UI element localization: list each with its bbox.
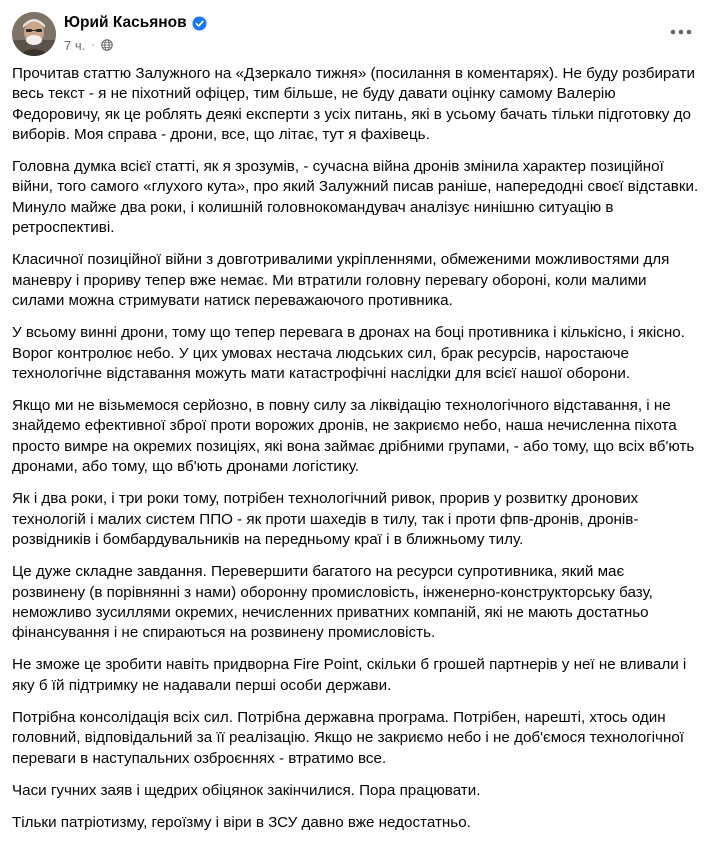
post-paragraph: Головна думка всієї статті, як я зрозумів, - сучасна війна дронів змінила характер позиційної війни, того самого «глухого кута», про який Залужний писав раніше, напередодні своєї відставки. Минуло майже два роки, і колишній головнокомандувач аналізує нинішню ситуацію в ретроспективі. <box>12 158 699 237</box>
author-name[interactable]: Юрий Касьянов <box>64 14 187 31</box>
post-paragraph: Це дуже складне завдання. Перевершити багатого на ресурси супротивника, який має розвинену (в порівнянні з нами) оборонну промисловість, інженерно-конструкторську базу, неможливо зусиллями окремих, нечисленних приватних компаній, які не мають достатньо фінансування і не спираються на розвинену промисловість. <box>12 563 653 642</box>
meta-separator: · <box>91 39 95 51</box>
post-header <box>12 10 699 60</box>
author-block <box>64 12 207 55</box>
more-options-button[interactable] <box>667 18 695 46</box>
post-paragraph: Не зможе це зробити навіть придворна Fire Point, скільки б грошей партнерів у неї не вливали і яку б їй підтримку не надавали перші особи держави. <box>12 656 687 694</box>
post-paragraph: Потрібна консолідація всіх сил. Потрібна державна програма. Потрібен, нарешті, хтось один головний, відповідальний за її реалізацію. Якщо не закриємо небо і не доб'ємося технологічної переваги в наступальних озброєннях - втратимо все. <box>12 709 685 767</box>
post-paragraph: Як і два роки, і три роки тому, потрібен технологічний ривок, прорив у розвитку дронових технологій і малих систем ППО - як проти шахедів в тилу, так і проти фпв-дронів, дронів-розвідників і бомбардувальників на передньому краї і в ближньому тилу. <box>12 490 639 548</box>
post-paragraph: Класичної позиційної війни з довготривалими укріпленнями, обмеженими можливостями для маневру і прориву тепер вже немає. Ми втратили головну перевагу обороні, коли малими силами можна стримувати натиск переважаючого противника. <box>12 251 670 309</box>
post-paragraph: Часи гучних заяв і щедрих обіцянок закінчилися. Пора працювати. <box>12 781 481 799</box>
post-paragraph: У всьому винні дрони, тому що тепер перевага в дронах на боці противника і кількісно, і якісно. Ворог контролює небо. У цих умовах нестача людських сил, брак ресурсів, наростаюче технологічне відставання можуть мати катастрофічні наслідки для всієї нашої оборони. <box>12 324 685 382</box>
author-line <box>64 12 207 34</box>
more-dots-icon <box>670 29 692 35</box>
globe-icon[interactable] <box>101 39 113 51</box>
author-avatar[interactable] <box>12 12 56 56</box>
post-meta <box>64 35 207 55</box>
verified-badge-icon <box>192 16 207 31</box>
post-paragraph: Прочитав статтю Залужного на «Дзеркало тижня» (посилання в коментарях). Не буду розбирати весь текст - я не піхотний офіцер, тим більше, не буду давати оцінку самому Валерію Федоровичу, як це роблять деякі експерти з усіх питань, які в усьому бачать тільки підготовку до виборів. Моя справа - дрони, все, що літає, тут я фахівець. <box>12 65 695 143</box>
post-time[interactable]: 7 ч. <box>64 37 86 53</box>
post-text <box>12 64 700 846</box>
avatar-photo-icon <box>12 12 56 56</box>
post-paragraph: Тільки патріотизму, героїзму і віри в ЗСУ давно вже недостатньо. <box>12 814 471 832</box>
post-paragraph: Якщо ми не візьмемося серйозно, в повну силу за ліквідацію технологічного відставання, і не знайдемо ефективної зброї проти ворожих дронів, не закриємо небо, наша нечисленна піхота просто вимре на окремих позиціях, які вона займає дрібними групами, - або тому, що всіх вб'ють дронами, або тому, що вб'ють дронами логістику. <box>12 397 695 476</box>
